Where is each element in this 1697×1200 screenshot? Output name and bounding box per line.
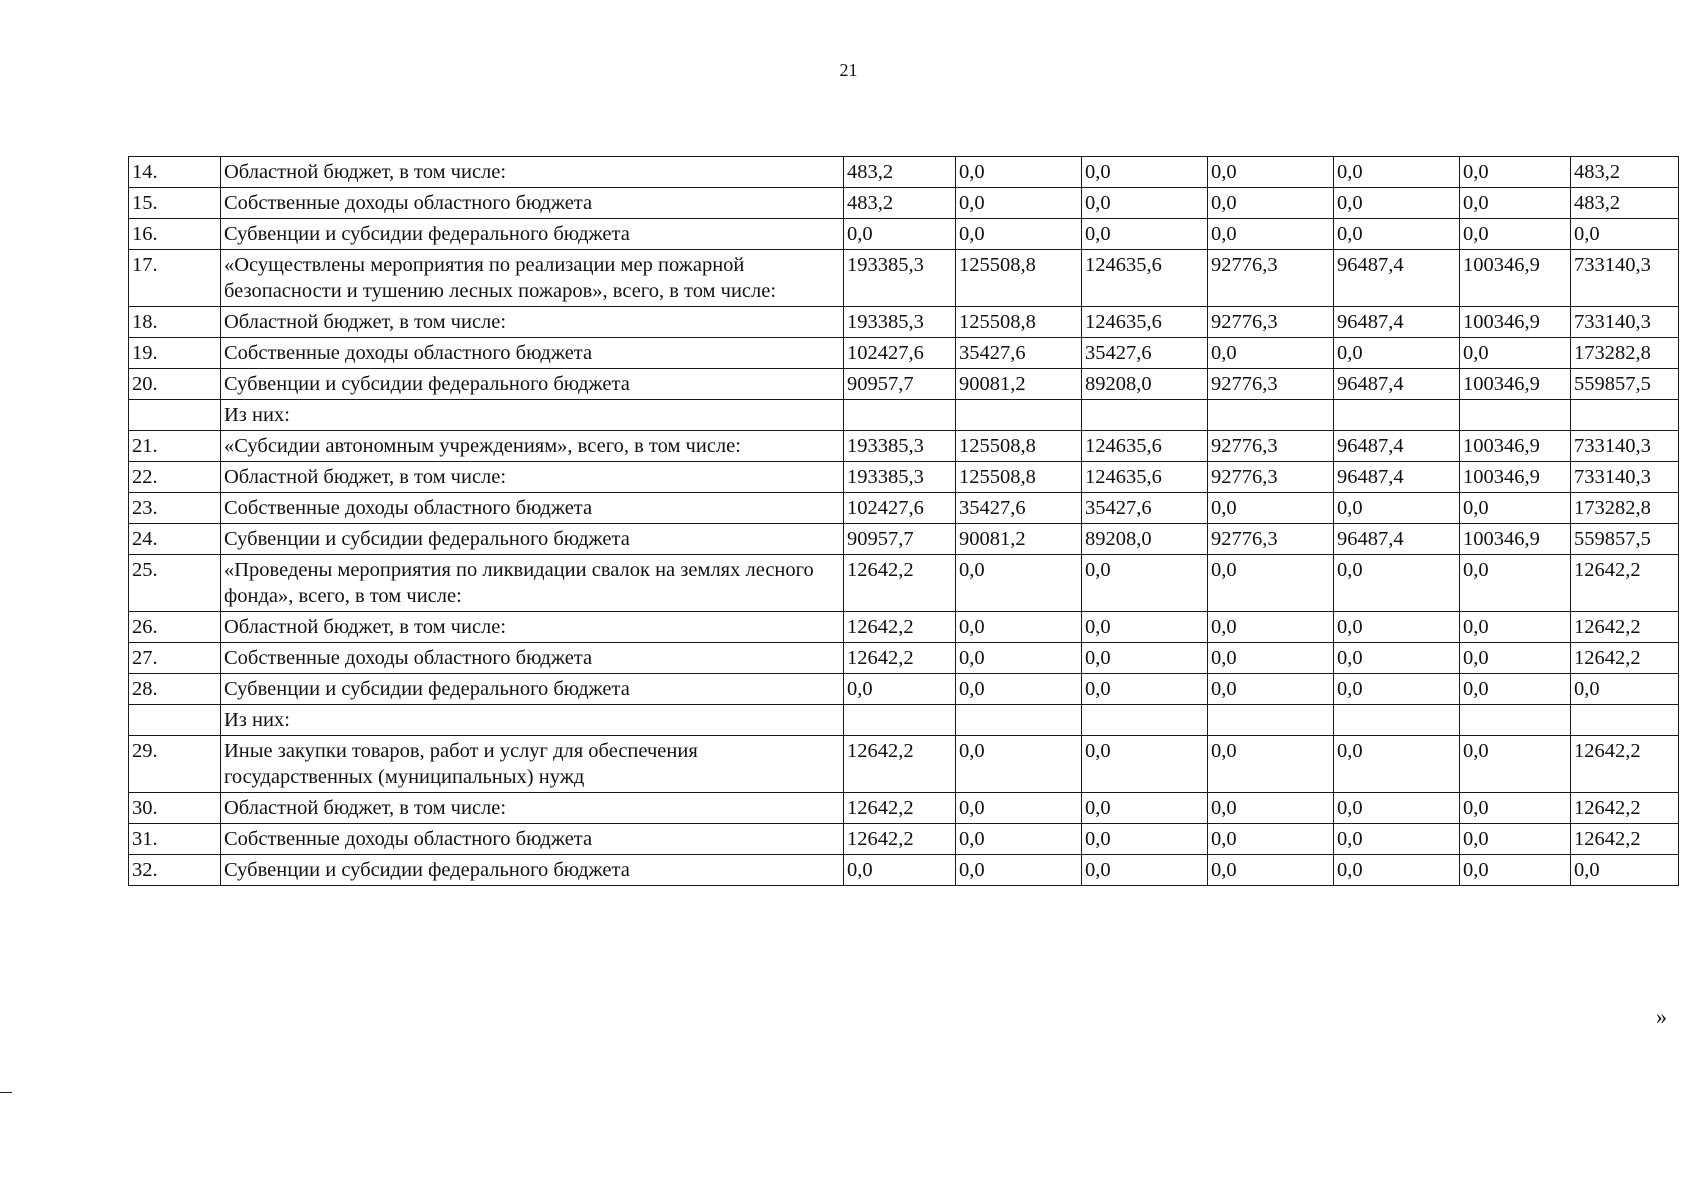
value-cell: 0,0: [1460, 855, 1571, 886]
budget-table-body: [129, 157, 1679, 886]
value-cell: 0,0: [1334, 736, 1460, 793]
value-cell: 124635,6: [1082, 307, 1208, 338]
table-row: [129, 705, 1679, 736]
value-cell: 0,0: [1208, 793, 1334, 824]
value-cell: 0,0: [1460, 493, 1571, 524]
row-label-cell: Областной бюджет, в том числе:: [221, 307, 844, 338]
value-cell: 0,0: [1208, 643, 1334, 674]
value-cell: 193385,3: [844, 462, 956, 493]
value-cell: 0,0: [1334, 188, 1460, 219]
value-cell: 89208,0: [1082, 369, 1208, 400]
row-number-cell: [129, 705, 221, 736]
value-cell: 0,0: [1334, 643, 1460, 674]
value-cell: 0,0: [1082, 793, 1208, 824]
table-row: [129, 462, 1679, 493]
table-row: [129, 307, 1679, 338]
table-row: [129, 643, 1679, 674]
row-label-cell: Из них:: [221, 400, 844, 431]
row-number-cell: 28.: [129, 674, 221, 705]
value-cell: 0,0: [956, 219, 1082, 250]
value-cell: 0,0: [1334, 338, 1460, 369]
value-cell: 0,0: [1208, 188, 1334, 219]
value-cell: 125508,8: [956, 462, 1082, 493]
value-cell: 0,0: [1082, 855, 1208, 886]
table-row: [129, 493, 1679, 524]
value-cell: 92776,3: [1208, 431, 1334, 462]
value-cell: 0,0: [1208, 338, 1334, 369]
value-cell: 483,2: [844, 157, 956, 188]
value-cell: 90957,7: [844, 524, 956, 555]
value-cell: 124635,6: [1082, 462, 1208, 493]
table-row: [129, 369, 1679, 400]
row-label-cell: Областной бюджет, в том числе:: [221, 612, 844, 643]
value-cell: 733140,3: [1571, 250, 1679, 307]
value-cell: 193385,3: [844, 250, 956, 307]
value-cell: 12642,2: [1571, 643, 1679, 674]
row-number-cell: 27.: [129, 643, 221, 674]
value-cell: 559857,5: [1571, 524, 1679, 555]
value-cell: [1082, 705, 1208, 736]
row-number-cell: 16.: [129, 219, 221, 250]
value-cell: [1571, 705, 1679, 736]
value-cell: 12642,2: [1571, 736, 1679, 793]
value-cell: 90081,2: [956, 524, 1082, 555]
row-label-cell: Иные закупки товаров, работ и услуг для обеспечения государственных (муниципальных) нужд: [221, 736, 844, 793]
value-cell: 0,0: [956, 793, 1082, 824]
table-row: [129, 793, 1679, 824]
value-cell: 0,0: [1334, 612, 1460, 643]
value-cell: 0,0: [1334, 219, 1460, 250]
value-cell: 0,0: [1571, 674, 1679, 705]
value-cell: [956, 705, 1082, 736]
value-cell: 92776,3: [1208, 462, 1334, 493]
value-cell: [1460, 705, 1571, 736]
value-cell: [956, 400, 1082, 431]
value-cell: 35427,6: [956, 338, 1082, 369]
value-cell: 0,0: [1082, 612, 1208, 643]
value-cell: 100346,9: [1460, 369, 1571, 400]
table-row: [129, 400, 1679, 431]
value-cell: 0,0: [1460, 674, 1571, 705]
value-cell: 96487,4: [1334, 369, 1460, 400]
row-label-cell: Субвенции и субсидии федерального бюджета: [221, 219, 844, 250]
value-cell: 92776,3: [1208, 307, 1334, 338]
value-cell: 0,0: [1334, 824, 1460, 855]
row-number-cell: 15.: [129, 188, 221, 219]
value-cell: 90081,2: [956, 369, 1082, 400]
value-cell: 92776,3: [1208, 524, 1334, 555]
value-cell: 0,0: [1082, 674, 1208, 705]
value-cell: 100346,9: [1460, 524, 1571, 555]
row-number-cell: 21.: [129, 431, 221, 462]
row-number-cell: 18.: [129, 307, 221, 338]
row-label-cell: Областной бюджет, в том числе:: [221, 157, 844, 188]
row-label-cell: Субвенции и субсидии федерального бюджета: [221, 674, 844, 705]
value-cell: 0,0: [1460, 824, 1571, 855]
value-cell: 0,0: [1208, 855, 1334, 886]
value-cell: 0,0: [1460, 793, 1571, 824]
value-cell: 35427,6: [956, 493, 1082, 524]
value-cell: 483,2: [844, 188, 956, 219]
table-row: [129, 157, 1679, 188]
value-cell: 0,0: [1082, 643, 1208, 674]
value-cell: 102427,6: [844, 493, 956, 524]
value-cell: 12642,2: [1571, 555, 1679, 612]
value-cell: 100346,9: [1460, 250, 1571, 307]
table-row: [129, 824, 1679, 855]
value-cell: 733140,3: [1571, 307, 1679, 338]
value-cell: 173282,8: [1571, 493, 1679, 524]
value-cell: 0,0: [1082, 555, 1208, 612]
value-cell: 35427,6: [1082, 493, 1208, 524]
value-cell: 0,0: [1208, 612, 1334, 643]
value-cell: 0,0: [1460, 157, 1571, 188]
value-cell: 733140,3: [1571, 462, 1679, 493]
row-label-cell: «Проведены мероприятия по ликвидации свалок на землях лесного фонда», всего, в том числе:: [221, 555, 844, 612]
table-row: [129, 338, 1679, 369]
value-cell: 483,2: [1571, 188, 1679, 219]
table-row: [129, 855, 1679, 886]
value-cell: 0,0: [1460, 338, 1571, 369]
value-cell: 96487,4: [1334, 462, 1460, 493]
value-cell: [1208, 400, 1334, 431]
value-cell: 0,0: [956, 612, 1082, 643]
row-number-cell: 22.: [129, 462, 221, 493]
value-cell: 100346,9: [1460, 431, 1571, 462]
value-cell: 0,0: [1208, 555, 1334, 612]
value-cell: 0,0: [1082, 824, 1208, 855]
value-cell: 100346,9: [1460, 307, 1571, 338]
value-cell: 0,0: [1082, 157, 1208, 188]
row-number-cell: 19.: [129, 338, 221, 369]
value-cell: 0,0: [956, 643, 1082, 674]
value-cell: 92776,3: [1208, 250, 1334, 307]
value-cell: 0,0: [1082, 188, 1208, 219]
value-cell: 193385,3: [844, 307, 956, 338]
row-number-cell: 32.: [129, 855, 221, 886]
value-cell: 12642,2: [844, 612, 956, 643]
value-cell: 0,0: [956, 157, 1082, 188]
row-label-cell: «Осуществлены мероприятия по реализации мер пожарной безопасности и тушению лесных пожаров», всего, в том числе:: [221, 250, 844, 307]
value-cell: [1208, 705, 1334, 736]
value-cell: 12642,2: [1571, 612, 1679, 643]
value-cell: 193385,3: [844, 431, 956, 462]
value-cell: 0,0: [1571, 855, 1679, 886]
value-cell: 0,0: [1334, 493, 1460, 524]
value-cell: 0,0: [956, 824, 1082, 855]
value-cell: 92776,3: [1208, 369, 1334, 400]
table-row: [129, 250, 1679, 307]
value-cell: [844, 705, 956, 736]
value-cell: 125508,8: [956, 250, 1082, 307]
table-row: [129, 431, 1679, 462]
value-cell: [1334, 400, 1460, 431]
value-cell: 0,0: [1334, 555, 1460, 612]
value-cell: 0,0: [1334, 793, 1460, 824]
value-cell: 0,0: [1208, 736, 1334, 793]
value-cell: 0,0: [1460, 736, 1571, 793]
value-cell: [1571, 400, 1679, 431]
value-cell: 96487,4: [1334, 307, 1460, 338]
row-label-cell: Областной бюджет, в том числе:: [221, 793, 844, 824]
row-number-cell: 17.: [129, 250, 221, 307]
value-cell: 0,0: [1334, 157, 1460, 188]
value-cell: [1334, 705, 1460, 736]
value-cell: 12642,2: [844, 555, 956, 612]
value-cell: 0,0: [1082, 219, 1208, 250]
table-row: [129, 524, 1679, 555]
value-cell: 125508,8: [956, 431, 1082, 462]
value-cell: 12642,2: [844, 793, 956, 824]
row-label-cell: «Субсидии автономным учреждениям», всего, в том числе:: [221, 431, 844, 462]
row-number-cell: 26.: [129, 612, 221, 643]
value-cell: 0,0: [1460, 219, 1571, 250]
row-number-cell: 25.: [129, 555, 221, 612]
value-cell: 0,0: [1460, 555, 1571, 612]
value-cell: 89208,0: [1082, 524, 1208, 555]
value-cell: 125508,8: [956, 307, 1082, 338]
row-number-cell: 23.: [129, 493, 221, 524]
row-label-cell: Областной бюджет, в том числе:: [221, 462, 844, 493]
value-cell: 100346,9: [1460, 462, 1571, 493]
value-cell: 0,0: [956, 674, 1082, 705]
page-number: 21: [839, 60, 858, 80]
value-cell: 0,0: [1208, 157, 1334, 188]
row-number-cell: 14.: [129, 157, 221, 188]
row-label-cell: Собственные доходы областного бюджета: [221, 643, 844, 674]
value-cell: 733140,3: [1571, 431, 1679, 462]
table-row: [129, 674, 1679, 705]
value-cell: 12642,2: [1571, 793, 1679, 824]
table-row: [129, 188, 1679, 219]
value-cell: 96487,4: [1334, 250, 1460, 307]
value-cell: 90957,7: [844, 369, 956, 400]
value-cell: 0,0: [1208, 493, 1334, 524]
row-label-cell: Субвенции и субсидии федерального бюджета: [221, 369, 844, 400]
value-cell: 0,0: [956, 555, 1082, 612]
row-label-cell: Из них:: [221, 705, 844, 736]
value-cell: 559857,5: [1571, 369, 1679, 400]
value-cell: 96487,4: [1334, 431, 1460, 462]
value-cell: 0,0: [1082, 736, 1208, 793]
closing-quote-mark: »: [1656, 1004, 1667, 1029]
value-cell: 0,0: [1571, 219, 1679, 250]
value-cell: 0,0: [1208, 824, 1334, 855]
value-cell: 0,0: [956, 188, 1082, 219]
value-cell: [1082, 400, 1208, 431]
value-cell: [844, 400, 956, 431]
value-cell: 0,0: [1208, 674, 1334, 705]
value-cell: 0,0: [956, 736, 1082, 793]
value-cell: 0,0: [1460, 612, 1571, 643]
row-label-cell: Субвенции и субсидии федерального бюджета: [221, 855, 844, 886]
row-number-cell: [129, 400, 221, 431]
value-cell: 35427,6: [1082, 338, 1208, 369]
value-cell: 124635,6: [1082, 250, 1208, 307]
margin-dash: [0, 1092, 12, 1093]
table-row: [129, 219, 1679, 250]
value-cell: 12642,2: [844, 736, 956, 793]
value-cell: 12642,2: [844, 643, 956, 674]
table-row: [129, 612, 1679, 643]
row-number-cell: 29.: [129, 736, 221, 793]
value-cell: [1460, 400, 1571, 431]
row-label-cell: Собственные доходы областного бюджета: [221, 824, 844, 855]
row-number-cell: 30.: [129, 793, 221, 824]
value-cell: 12642,2: [844, 824, 956, 855]
row-number-cell: 24.: [129, 524, 221, 555]
value-cell: 102427,6: [844, 338, 956, 369]
value-cell: 0,0: [1334, 855, 1460, 886]
value-cell: 173282,8: [1571, 338, 1679, 369]
table-row: [129, 555, 1679, 612]
value-cell: 0,0: [956, 855, 1082, 886]
value-cell: 0,0: [1208, 219, 1334, 250]
value-cell: 0,0: [844, 855, 956, 886]
row-label-cell: Собственные доходы областного бюджета: [221, 188, 844, 219]
value-cell: 124635,6: [1082, 431, 1208, 462]
row-number-cell: 31.: [129, 824, 221, 855]
value-cell: 96487,4: [1334, 524, 1460, 555]
row-label-cell: Собственные доходы областного бюджета: [221, 493, 844, 524]
row-label-cell: Субвенции и субсидии федерального бюджета: [221, 524, 844, 555]
table-row: [129, 736, 1679, 793]
value-cell: 483,2: [1571, 157, 1679, 188]
value-cell: 0,0: [1334, 674, 1460, 705]
value-cell: 0,0: [844, 674, 956, 705]
budget-table: [128, 156, 1679, 886]
value-cell: 12642,2: [1571, 824, 1679, 855]
row-number-cell: 20.: [129, 369, 221, 400]
value-cell: 0,0: [844, 219, 956, 250]
value-cell: 0,0: [1460, 188, 1571, 219]
value-cell: 0,0: [1460, 643, 1571, 674]
row-label-cell: Собственные доходы областного бюджета: [221, 338, 844, 369]
